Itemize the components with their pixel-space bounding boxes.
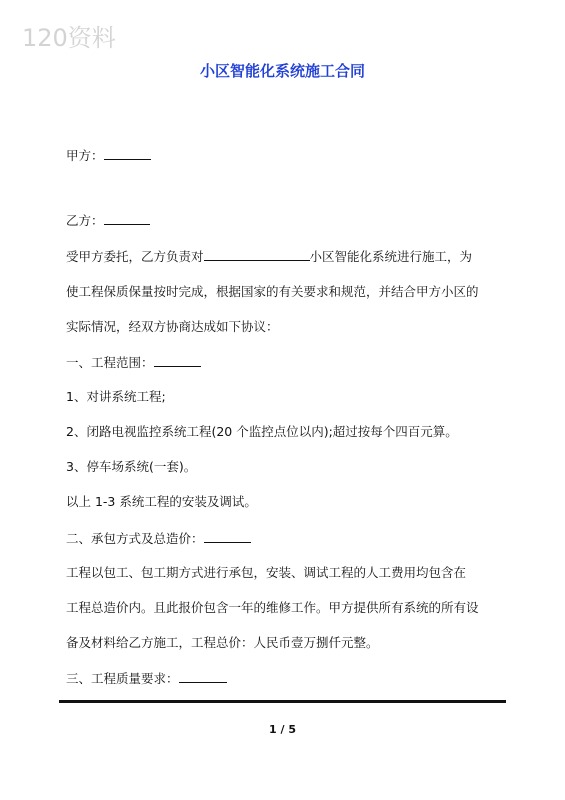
section-2-label: 二、承包方式及总造价： [66, 531, 204, 546]
paragraph-2-line-1: 工程以包工、包工期方式进行承包，安装、调试工程的人工费用均包含在 [66, 565, 467, 580]
paragraph-1-line-1 [66, 248, 472, 265]
paragraph-1-line-3: 实际情况，经双方协商达成如下协议： [66, 319, 279, 334]
page-indicator: 1 / 5 [269, 723, 296, 736]
watermark: 120资料 [22, 24, 116, 52]
party-b-line [66, 212, 150, 229]
paragraph-1-line-1-post: 小区智能化系统进行施工，为 [309, 249, 473, 264]
party-a-label: 甲方： [66, 148, 104, 163]
party-b-blank [104, 212, 150, 225]
scope-item-1: 1、对讲系统工程; [66, 389, 166, 404]
scope-item-2: 2、闭路电视监控系统工程(20 个监控点位以内);超过按每个四百元算。 [66, 424, 458, 439]
party-b-label: 乙方： [66, 213, 104, 228]
footer-divider [59, 700, 506, 703]
scope-item-3: 3、停车场系统(一套)。 [66, 459, 197, 474]
project-name-blank [204, 248, 310, 261]
section-3-blank [179, 670, 227, 683]
section-3-label: 三、工程质量要求： [66, 671, 179, 686]
scope-summary: 以上 1-3 系统工程的安装及调试。 [66, 494, 257, 509]
section-1-heading [66, 354, 201, 371]
section-2-heading [66, 530, 251, 547]
paragraph-1-line-1-pre: 受甲方委托，乙方负责对 [66, 249, 204, 264]
party-a-line [66, 147, 151, 164]
section-1-blank [154, 354, 201, 367]
paragraph-1-line-2: 使工程保质保量按时完成，根据国家的有关要求和规范，并结合甲方小区的 [66, 284, 479, 299]
document-title: 小区智能化系统施工合同 [199, 62, 365, 80]
paragraph-2-line-2: 工程总造价内。且此报价包含一年的维修工作。甲方提供所有系统的所有设 [66, 600, 479, 615]
section-2-blank [204, 530, 251, 543]
party-a-blank [104, 147, 151, 160]
paragraph-2-line-3: 备及材料给乙方施工，工程总价：人民币壹万捌仟元整。 [66, 635, 379, 650]
section-3-heading [66, 670, 227, 687]
section-1-label: 一、工程范围： [66, 355, 154, 370]
